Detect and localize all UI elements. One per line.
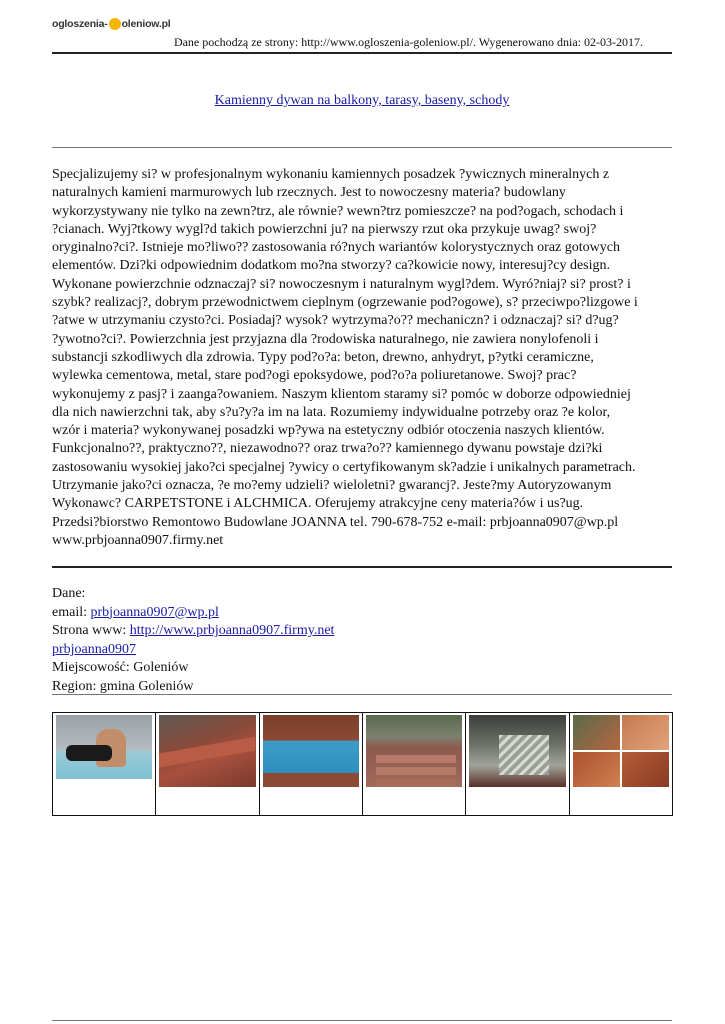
stairs-railing-photo (469, 715, 565, 787)
pool-people-photo (56, 715, 152, 779)
region-row: Region: gmina Goleniów (52, 678, 194, 694)
info-divider (52, 694, 672, 695)
listing-title (52, 93, 672, 109)
gallery-thumb-6[interactable] (570, 713, 672, 815)
city-row: Miejscowość: Goleniów (52, 660, 189, 676)
username-row (52, 641, 334, 660)
gallery-thumb-1[interactable] (53, 713, 156, 815)
footer-divider (52, 1020, 672, 1021)
www-label: Strona www: (52, 623, 130, 639)
terracotta-steps-photo (159, 715, 255, 787)
title-divider (52, 147, 672, 148)
description-divider (52, 566, 672, 568)
logo-g-icon (109, 18, 121, 30)
email-link[interactable]: prbjoanna0907@wp.pl (90, 604, 219, 620)
logo-text-a: ogloszenia- (52, 18, 108, 30)
site-logo (52, 16, 171, 32)
www-link[interactable]: http://www.prbjoanna0907.firmy.net (129, 623, 335, 639)
header-divider (52, 52, 672, 54)
listing-description: Specjalizujemy si? w profesjonalnym wykonaniu kamiennych posadzek ?ywicznych mineralnych z naturalnych kamieni marmurowych lub rzecznych. Jest to nowoczesny materia? budowlany wykorzystywany nie tylko na zewn?trz, ale równie? wewn?trz pomieszcze? na pod?ogach, schodach i ?cianach. Wyj?tkowy wygl?d takich powierzchni ju? na pierwszy rzut oka przykuje uwag? swoj? oryginalno?ci?. Istnieje mo?liwo?? zastosowania ró?nych wariantów kolorystycznych oraz gotowych elementów. Dzi?ki odpowiednim dodatkom mo?na stworzy? ca?kowicie nowy, interesuj?cy design. Wykonane powierzchnie odznaczaj? si? nowoczesnym i naturalnym wygl?dem. Wyró?niaj? si? prost? i szybk? realizacj?, dobrym przewodnictwem cieplnym (ogrzewanie pod?ogowe), s? przeciwpo?lizgowe i ?atwe w utrzymaniu czysto?ci. Posiadaj? wysok? wytrzyma?o?? mechaniczn? i odznaczaj? si? d?ug? ?ywotno?ci?. Powierzchnia jest przyjazna dla ?rodowiska naturalnego, nie zawiera nonylofenoli i substancji szkodliwych dla zdrowia. Typy pod?o?a: beton, drewno, anhydryt, p?ytki ceramiczne, wylewka cementowa, metal, stare pod?ogi epoksydowe, pod?o?a poliuretanowe. Swoj? prac? wykonujemy z pasj? i zaanga?owaniem. Naszym klientom staramy si? pomóc w doborze odpowiedniej dla nich nawierzchni tak, aby s?u?y?a im na lata. Rozumiemy indywidualne potrzeby oraz ?e kolor, wzór i materia? wykonywanej posadzki wp?ywa na estetyczny odbiór otoczenia naszych klientów. Funkcjonalno??, praktyczno??, niezawodno?? oraz trwa?o?? kamiennego dywanu powstaje dzi?ki zastosowaniu wysokiej jako?ci specjalnej ?ywicy o certyfikowanym sk?adzie i unikalnych parametrach. Utrzymanie jako?ci oznacza, ?e mo?emy udzieli? wieloletni? gwarancj?. Jeste?my Autoryzowanym Wykonawc? CARPETSTONE i ALCHMICA. Oferujemy atrakcyjne ceny materia?ów i us?ug. Przedsi?biorstwo Remontowo Budowlane JOANNA tel. 790-678-752 e-mail: prbjoanna0907@wp.pl www.prbjoanna0907.firmy.net (52, 167, 638, 548)
gallery-thumb-2[interactable] (156, 713, 259, 815)
listing-title-link[interactable]: Kamienny dywan na balkony, tarasy, baseny, schody (214, 93, 510, 108)
gallery-thumb-3[interactable] (260, 713, 363, 815)
www-row (52, 622, 334, 641)
contact-heading: Dane: (52, 586, 86, 601)
steps-collage-photo (573, 715, 669, 787)
photo-gallery (52, 712, 673, 816)
email-label: email: (52, 604, 91, 620)
logo-text-b: oleniow.pl (121, 18, 171, 30)
gallery-thumb-5[interactable] (466, 713, 569, 815)
username-link[interactable]: prbjoanna0907 (52, 641, 136, 657)
gallery-thumb-4[interactable] (363, 713, 466, 815)
pool-terrace-photo (263, 715, 359, 787)
outdoor-steps-photo (366, 715, 462, 787)
contact-info (52, 585, 334, 697)
source-line: Dane pochodzą ze strony: http://www.ogloszenia-goleniow.pl/. Wygenerowano dnia: 02-03-2017. (173, 35, 643, 49)
email-row (52, 604, 334, 623)
